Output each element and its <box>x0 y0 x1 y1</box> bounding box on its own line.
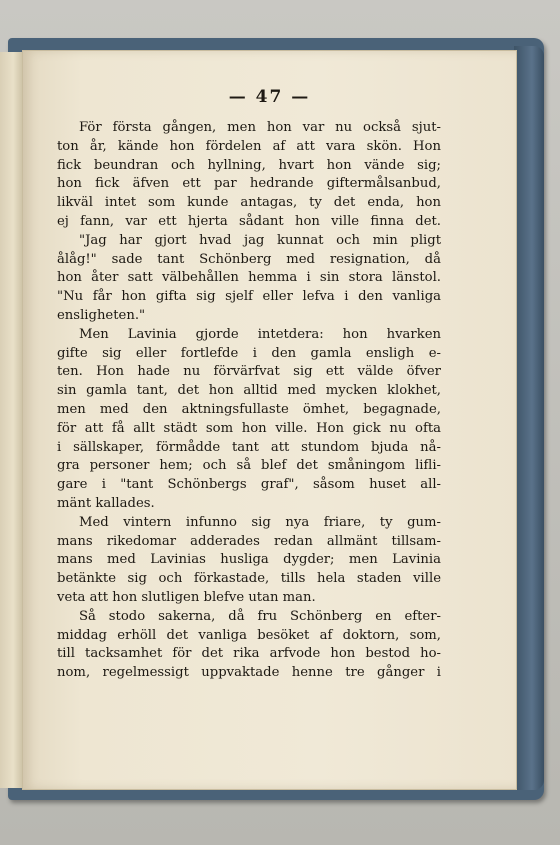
text-line: ton år, kände hon fördelen af att vara skön. Hon <box>57 138 441 154</box>
text-line: sin gamla tant, det hon alltid med mycken klokhet, <box>57 383 441 399</box>
text-line: "Jag har gjort hvad jag kunnat och min pligt <box>79 232 441 248</box>
text-line: betänkte sig och förkastade, tills hela staden ville <box>57 571 441 587</box>
text-line: ej fann, var ett hjerta sådant hon ville finna det. <box>57 213 441 229</box>
text-line: "Nu får hon gifta sig sjelf eller lefva i den vanliga <box>57 289 441 305</box>
text-line: Så stodo sakerna, då fru Schönberg en efter- <box>79 608 441 624</box>
text-line: hon fick äfven ett par hedrande giftermålsanbud, <box>57 176 441 192</box>
page-number: — 47 — <box>228 87 311 107</box>
previous-page-edge <box>0 52 23 788</box>
text-line: ålåg!" sade tant Schönberg med resignation, då <box>57 251 441 267</box>
text-line: veta att hon slutligen blefve utan man. <box>57 589 316 605</box>
text-line: likväl intet som kunde antagas, ty det enda, hon <box>57 195 441 211</box>
text-line: men med den aktningsfullaste ömhet, begagnade, <box>57 401 441 417</box>
text-line: för att få allt städt som hon ville. Hon gick nu ofta <box>57 420 441 436</box>
text-line: fick beundran och hyllning, hvart hon vände sig; <box>57 157 441 173</box>
page-text <box>57 119 441 683</box>
text-line: mans rikedomar adderades redan allmänt tillsam- <box>57 533 441 549</box>
cover-edge <box>514 46 544 790</box>
text-line: Men Lavinia gjorde intetdera: hon hvarken <box>79 326 441 342</box>
text-line: nom, regelmessigt uppvaktade henne tre gånger i <box>57 665 441 681</box>
text-line: mänt kallades. <box>57 495 155 511</box>
text-line: hon åter satt välbehållen hemma i sin stora länstol. <box>57 270 441 286</box>
text-line: mans med Lavinias husliga dygder; men Lavinia <box>57 552 441 568</box>
text-line: ensligheten." <box>57 307 146 323</box>
text-line: ten. Hon hade nu förvärfvat sig ett välde öfver <box>57 364 441 380</box>
text-line: i sällskaper, förmådde tant att stundom bjuda nå- <box>57 439 441 455</box>
text-line: gra personer hem; och så blef det småningom lifli- <box>57 458 441 474</box>
text-line: För första gången, men hon var nu också sjut- <box>79 120 441 135</box>
text-line: Med vintern infunno sig nya friare, ty gum- <box>79 514 441 530</box>
text-line: till tacksamhet för det rika arfvode hon bestod ho- <box>57 646 441 662</box>
text-line: middag erhöll det vanliga besöket af doktorn, som, <box>57 627 441 643</box>
book-page <box>22 50 517 790</box>
text-line: gare i "tant Schönbergs graf", såsom huset all- <box>57 477 441 493</box>
text-line: gifte sig eller fortlefde i den gamla ensligh e- <box>57 345 441 361</box>
